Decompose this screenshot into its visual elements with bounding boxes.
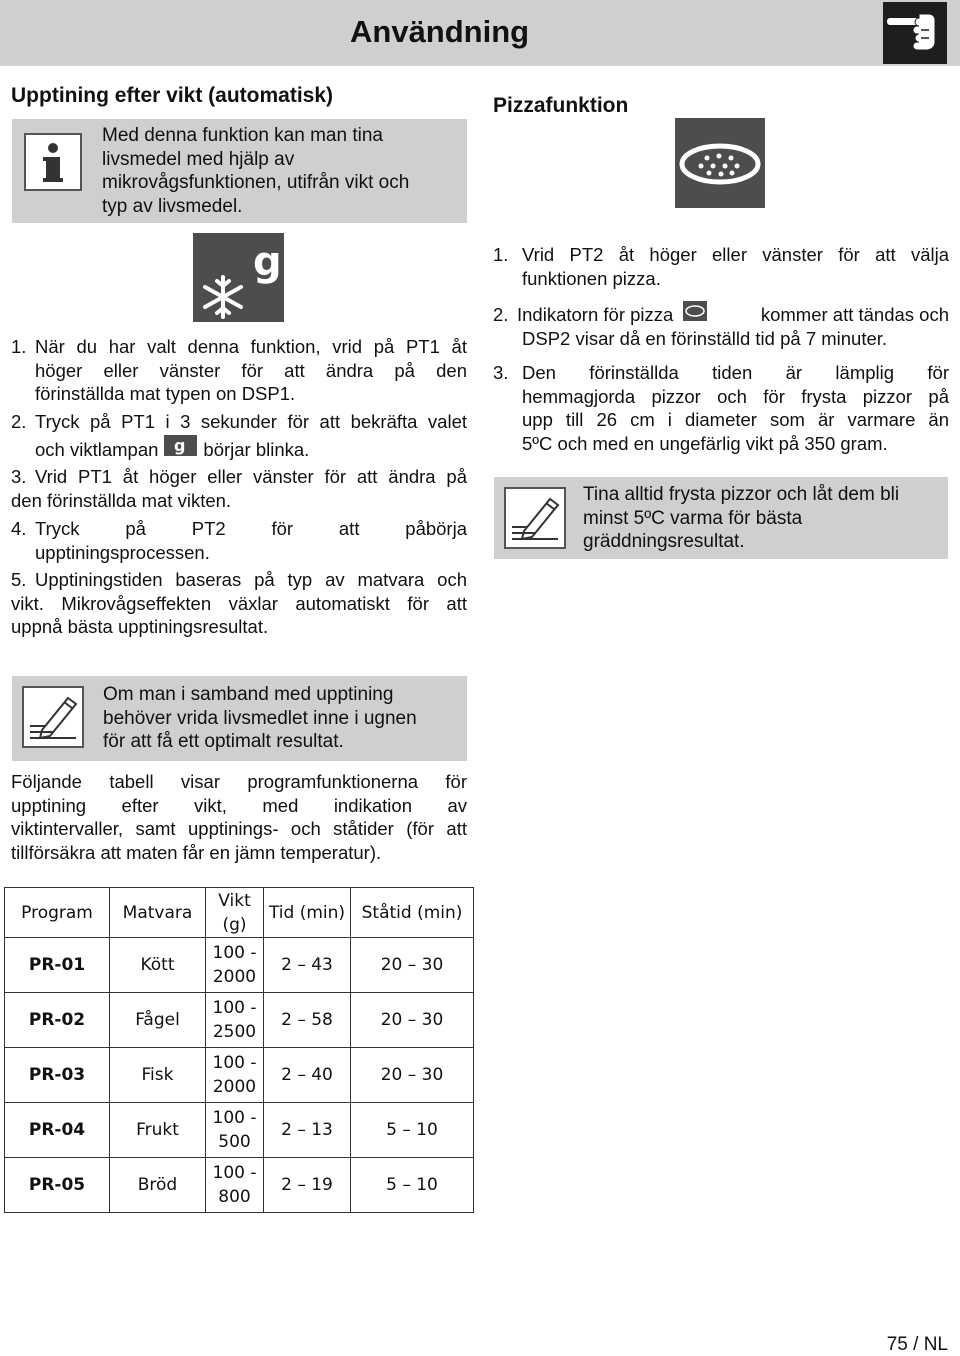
- time-cell: 2 – 40: [264, 1048, 351, 1103]
- standing-time-cell: 20 – 30: [351, 1048, 474, 1103]
- section-heading-defrost: Upptining efter vikt (automatisk): [11, 84, 334, 107]
- note-line: behöver vrida livsmedlet inne i ugnen: [103, 707, 417, 729]
- weight-cell: 100 - 2000: [206, 938, 264, 993]
- program-cell: PR-05: [5, 1158, 110, 1213]
- program-table: [4, 887, 474, 1213]
- table-row: [5, 993, 474, 1048]
- standing-time-cell: 20 – 30: [351, 993, 474, 1048]
- standing-time-cell: 20 – 30: [351, 938, 474, 993]
- table-row: [5, 1048, 474, 1103]
- note-line: minst 5ºC varma för bästa: [583, 507, 803, 529]
- page-number: 75 / NL: [886, 1334, 948, 1355]
- header-cell: Matvara: [110, 888, 206, 938]
- pointing-hand-icon: [883, 2, 947, 64]
- weight-cell: 100 - 800: [206, 1158, 264, 1213]
- svg-text:g: g: [174, 435, 186, 455]
- page-header: [0, 0, 960, 66]
- table-header-row: [5, 888, 474, 938]
- food-cell: Kött: [110, 938, 206, 993]
- pizza-step-3: 3. Den förinställda tiden är lämplig för hemmagjorda pizzor och för frysta pizzor på upp till 26 cm i diameter som är varmare än 5ºC och med en ungefärlig vikt på 350 gram.: [493, 362, 949, 454]
- info-icon: [24, 133, 82, 191]
- defrost-step-1: 1. När du har valt denna funktion, vrid på PT1 åt höger eller vänster för att ändra på den förinställda mat typen on DSP1.: [11, 336, 467, 404]
- time-cell: 2 – 43: [264, 938, 351, 993]
- info-line: livsmedel med hjälp av: [102, 148, 295, 170]
- snowflake-weight-icon: [193, 233, 284, 322]
- time-cell: 2 – 19: [264, 1158, 351, 1213]
- program-cell: PR-02: [5, 993, 110, 1048]
- info-box: [12, 119, 467, 223]
- program-cell: PR-01: [5, 938, 110, 993]
- weight-cell: 100 - 500: [206, 1103, 264, 1158]
- header-cell: Tid (min): [264, 888, 351, 938]
- note-line: för att få ett optimalt resultat.: [103, 731, 344, 752]
- weight-cell: 100 - 2500: [206, 993, 264, 1048]
- note-box-defrost: [12, 676, 467, 761]
- info-line: typ av livsmedel.: [102, 195, 243, 217]
- weight-lamp-icon: [164, 435, 197, 456]
- food-cell: Fisk: [110, 1048, 206, 1103]
- defrost-step-2: 2. Tryck på PT1 i 3 sekunder för att bekräfta valet och viktlampan g börjar blinka.: [11, 411, 467, 460]
- food-cell: Frukt: [110, 1103, 206, 1158]
- note-line: Tina alltid frysta pizzor och låt dem bli: [583, 484, 900, 505]
- program-cell: PR-04: [5, 1103, 110, 1158]
- time-cell: 2 – 13: [264, 1103, 351, 1158]
- table-row: [5, 938, 474, 993]
- table-row: [5, 1103, 474, 1158]
- standing-time-cell: 5 – 10: [351, 1103, 474, 1158]
- time-cell: 2 – 58: [264, 993, 351, 1048]
- defrost-step-5: 5. Upptiningstiden baseras på typ av matvara och vikt. Mikrovågseffekten växlar automatiskt för att uppnå bästa upptiningsresultat.: [11, 569, 467, 637]
- header-cell: Ståtid (min): [351, 888, 474, 938]
- program-cell: PR-03: [5, 1048, 110, 1103]
- pizza-indicator-icon: [683, 301, 707, 321]
- info-line: Med denna funktion kan man tina: [102, 125, 383, 146]
- defrost-step-3: 3. Vrid PT1 åt höger eller vänster för att ändra på den förinställda mat vikten.: [11, 466, 467, 511]
- table-row: [5, 1158, 474, 1213]
- pizza-icon: [675, 118, 765, 208]
- info-line: mikrovågsfunktionen, utifrån vikt och: [102, 172, 410, 193]
- defrost-step-4: 4. Tryck på PT2 för att påbörja upptiningsprocessen.: [11, 518, 467, 563]
- standing-time-cell: 5 – 10: [351, 1158, 474, 1213]
- pizza-step-2: 2. Indikatorn för pizza kommer att tändas och DSP2 visar då en förinställd tid på 7 minuter.: [493, 303, 949, 350]
- pizza-step-1: 1. Vrid PT2 åt höger eller vänster för att välja funktionen pizza.: [493, 244, 949, 289]
- table-intro-paragraph: Följande tabell visar programfunktionerna för upptining efter vikt, med indikation av viktintervaller, samt upptinings- och ståtider (för att tillförsäkra att maten får en jämn temperatur).: [11, 771, 467, 863]
- weight-cell: 100 - 2000: [206, 1048, 264, 1103]
- pencil-note-icon: [504, 487, 566, 549]
- svg-text:g: g: [253, 239, 282, 285]
- header-cell: Vikt (g): [206, 888, 264, 938]
- note-box-pizza: [494, 477, 948, 559]
- food-cell: Bröd: [110, 1158, 206, 1213]
- pencil-note-icon: [22, 686, 84, 748]
- header-cell: Program: [5, 888, 110, 938]
- page-title: Användning: [350, 14, 530, 49]
- food-cell: Fågel: [110, 993, 206, 1048]
- note-line: Om man i samband med upptining: [103, 684, 394, 705]
- note-line: gräddningsresultat.: [583, 531, 745, 552]
- section-heading-pizza: Pizzafunktion: [493, 94, 629, 117]
